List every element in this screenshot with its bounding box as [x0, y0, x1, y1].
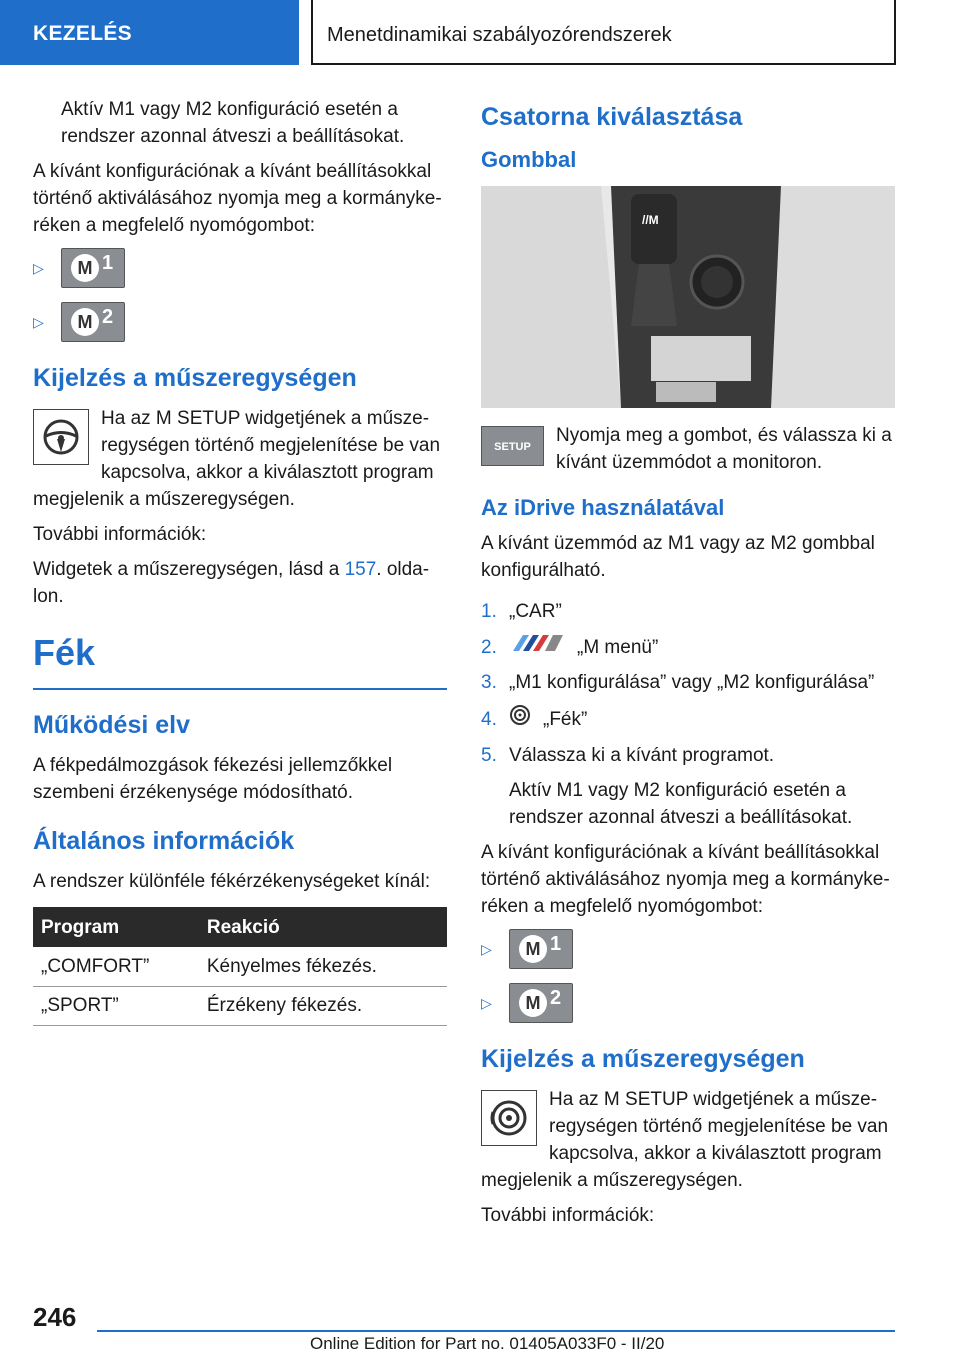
- bullet-m1: [481, 928, 895, 970]
- section-tab: KEZELÉS: [0, 0, 299, 65]
- setup-button-icon: SETUP: [481, 426, 544, 466]
- display-text: Ha az M SETUP widgetjének a műszeregységen történő megjelenítése be van kapcsolva, akkor a kiválasztott program megjelenik a műszeregységen.: [481, 1089, 889, 1191]
- setup-block: [481, 422, 895, 476]
- list-item: 1. „CAR”: [481, 601, 562, 622]
- bullet-marker: ▷: [33, 313, 44, 330]
- steps-list: [481, 598, 895, 769]
- display-heading: Kijelzés a műszeregységen: [481, 1045, 805, 1073]
- bullet-marker: ▷: [481, 994, 492, 1011]
- left-column: [33, 96, 447, 1026]
- steering-wheel-icon: [33, 409, 89, 465]
- bullet-m1: [33, 247, 447, 289]
- idrive-text: A kívánt üzemmód az M1 vagy az M2 gombbal konfigurálható.: [481, 533, 875, 581]
- m1-button-icon: M 1: [509, 929, 573, 969]
- config-note: Aktív M1 vagy M2 konfiguráció esetén a rendszer azonnal átveszi a beállításokat.: [61, 99, 405, 147]
- button-heading: Gombbal: [481, 147, 577, 172]
- general-text: A rendszer különféle fékérzékenységeket kínál:: [33, 871, 431, 892]
- bullet-m2: [481, 982, 895, 1024]
- table-row: [33, 986, 447, 1025]
- brake-table: [33, 907, 447, 1026]
- principle-text: A fékpedálmozgások fékezési jellemzőkkel szembeni érzékenysége módosítható.: [33, 755, 393, 803]
- more-info-label: További információk:: [481, 1205, 655, 1226]
- page-link[interactable]: 157: [344, 559, 377, 580]
- table-header-reaction: Reakció: [199, 907, 447, 947]
- center-console-photo: [481, 186, 895, 408]
- table-cell: Kényelmes fékezés.: [199, 947, 447, 986]
- table-row: [33, 947, 447, 986]
- svg-text://M: //M: [642, 213, 659, 227]
- table-cell: „COMFORT”: [33, 947, 199, 986]
- m1-button-icon: M 1: [61, 248, 125, 288]
- display-block: [481, 1086, 895, 1194]
- footer-divider: [97, 1330, 895, 1332]
- display-block: [33, 405, 447, 513]
- display-text: Ha az M SETUP widgetjének a műszeregységen történő megjelenítése be van kapcsolva, akkor a kiválasztott program megjelenik a műszeregységen.: [33, 408, 441, 510]
- idrive-heading: Az iDrive használatával: [481, 495, 725, 520]
- principle-heading: Működési elv: [33, 711, 190, 739]
- widget-reference: Widgetek a műszeregységen, lásd a 157. oldalon.: [33, 559, 430, 607]
- brake-disc-icon: [509, 704, 531, 734]
- list-item: 3. „M1 konfigurálása” vagy „M2 konfigurálása”: [481, 672, 875, 693]
- page-number: 246: [33, 1302, 77, 1332]
- brake-title: Fék: [33, 628, 447, 690]
- general-heading: Általános információk: [33, 827, 295, 855]
- bullet-m2: [33, 301, 447, 343]
- step5-note: Aktív M1 vagy M2 konfiguráció esetén a rendszer azonnal átveszi a beállításokat.: [509, 780, 853, 828]
- right-column: [481, 90, 895, 1237]
- chapter-title: Menetdinamikai szabályozórendszerek: [311, 0, 896, 65]
- m2-button-icon: M 2: [509, 983, 573, 1023]
- list-item: 4. „Fék”: [481, 704, 895, 734]
- m-stripes-icon: [509, 633, 565, 661]
- edition-footer: Online Edition for Part no. 01405A033F0 - II/20: [310, 1334, 665, 1353]
- bullet-marker: ▷: [33, 259, 44, 276]
- table-cell: „SPORT”: [33, 986, 199, 1025]
- list-item: 5. Válassza ki a kívánt programot.: [481, 745, 775, 766]
- table-header-program: Program: [33, 907, 199, 947]
- list-item: 2. „M menü”: [481, 633, 895, 661]
- setup-text: Nyomja meg a gombot, és válassza ki a kívánt üzemmódot a monitoron.: [556, 425, 892, 473]
- brake-disc-icon: [481, 1090, 537, 1146]
- m2-button-icon: M 2: [61, 302, 125, 342]
- table-cell: Érzékeny fékezés.: [199, 986, 447, 1025]
- activate-paragraph: A kívánt konfigurációnak a kívánt beállításokkal történő aktiválásához nyomja meg a kormánykeréken a megfelelő nyomógombot:: [33, 161, 442, 236]
- bullet-marker: ▷: [481, 940, 492, 957]
- more-info-label: További információk:: [33, 524, 207, 545]
- channel-heading: Csatorna kiválasztása: [481, 103, 743, 131]
- display-heading: Kijelzés a műszeregységen: [33, 364, 357, 392]
- activate-paragraph: A kívánt konfigurációnak a kívánt beállításokkal történő aktiválásához nyomja meg a kormánykeréken a megfelelő nyomógombot:: [481, 842, 890, 917]
